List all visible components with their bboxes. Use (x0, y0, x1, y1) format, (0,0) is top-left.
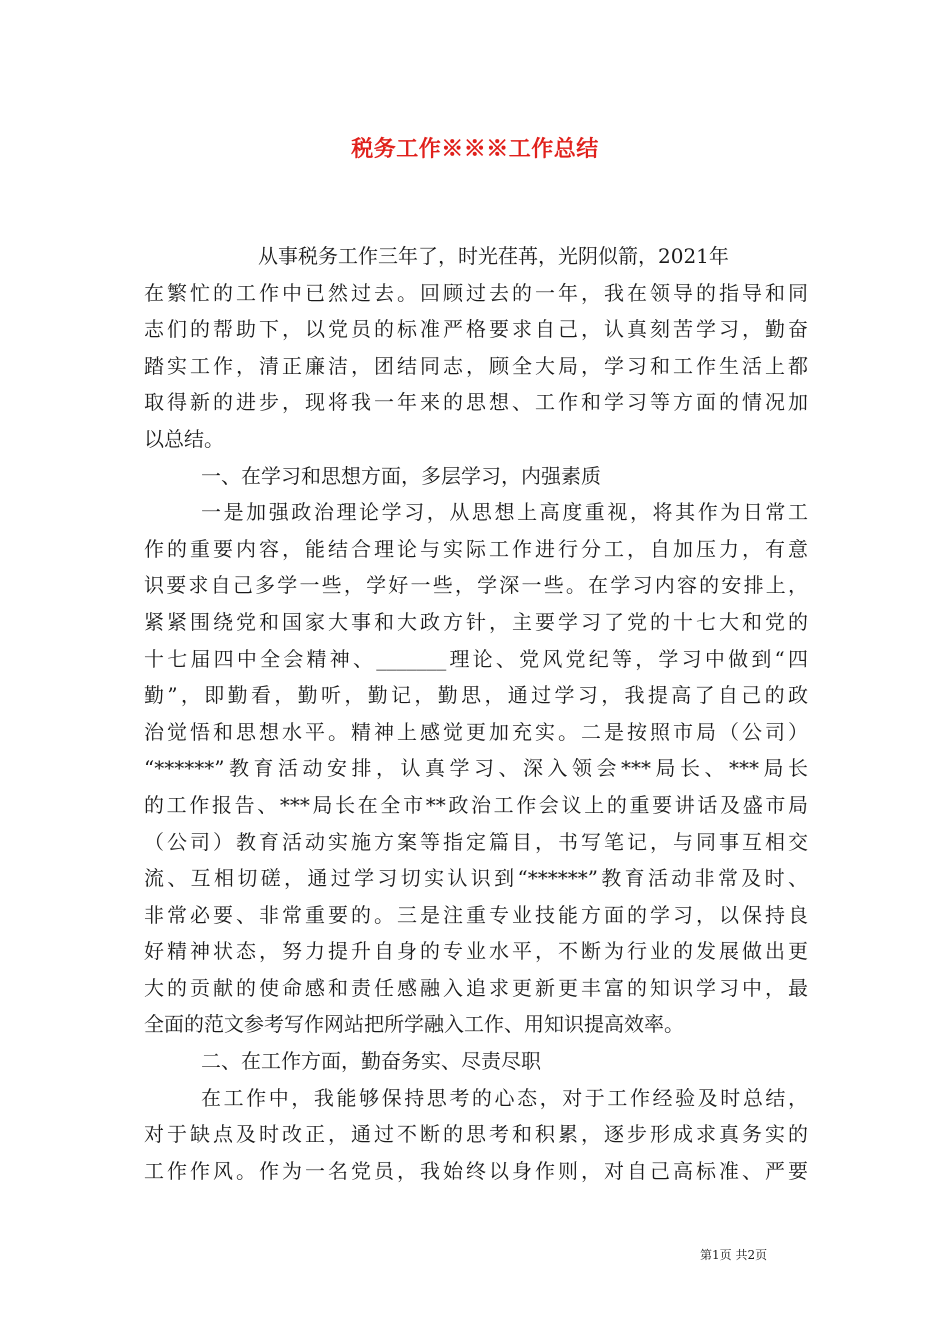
paragraph-line: 踏实工作，清正廉洁，团结同志，顾全大局，学习和工作生活上都 (144, 353, 808, 378)
paragraph-line: 十七届四中全会精神、_______理论、党风党纪等，学习中做到“四 (144, 646, 808, 671)
paragraph-line: 在繁忙的工作中已然过去。回顾过去的一年，我在领导的指导和同 (144, 280, 808, 305)
section-heading: 二、在工作方面，勤奋务实、尽责尽职 (201, 1049, 541, 1074)
paragraph-line: 取得新的进步，现将我一年来的思想、工作和学习等方面的情况加 (144, 390, 808, 415)
document-body (144, 238, 808, 1189)
paragraph-line: 紧紧围绕党和国家大事和大政方针，主要学习了党的十七大和党的 (144, 609, 808, 634)
paragraph-line: 志们的帮助下，以党员的标准严格要求自己，认真刻苦学习，勤奋 (144, 317, 808, 342)
paragraph-line: 大的贡献的使命感和责任感融入追求更新更丰富的知识学习中，最 (144, 975, 808, 1000)
paragraph-line: 对于缺点及时改正，通过不断的思考和积累，逐步形成求真务实的 (144, 1122, 808, 1147)
paragraph-line: 工作作风。作为一名党员，我始终以身作则，对自己高标准、严要 (144, 1158, 808, 1183)
paragraph-line: 从事税务工作三年了，时光荏苒，光阴似箭，2021年 (258, 244, 729, 268)
paragraph-line: 的工作报告、***局长在全市**政治工作会议上的重要讲话及盛市局 (144, 792, 808, 817)
paragraph-line: （公司）教育活动实施方案等指定篇目，书写笔记，与同事互相交 (144, 829, 808, 854)
paragraph-line: 非常必要、非常重要的。三是注重专业技能方面的学习，以保持良 (144, 902, 808, 927)
paragraph-line: 勤”，即勤看，勤听，勤记，勤思，通过学习，我提高了自己的政 (144, 683, 808, 708)
paragraph-line: 一是加强政治理论学习，从思想上高度重视，将其作为日常工 (201, 500, 808, 525)
paragraph-line: 作的重要内容，能结合理论与实际工作进行分工，自加压力，有意 (144, 536, 808, 561)
paragraph-line: 识要求自己多学一些，学好一些，学深一些。在学习内容的安排上， (144, 573, 808, 598)
paragraph-line: “******”教育活动安排，认真学习、深入领会***局长、***局长 (144, 756, 808, 781)
paragraph-line: 在工作中，我能够保持思考的心态，对于工作经验及时总结， (201, 1085, 808, 1110)
section-heading: 一、在学习和思想方面，多层学习，内强素质 (201, 463, 601, 488)
paragraph-line: 以总结。 (144, 426, 224, 451)
paragraph-line: 全面的范文参考写作网站把所学融入工作、用知识提高效率。 (144, 1012, 684, 1037)
document-title: 税务工作※※※工作总结 (351, 136, 599, 162)
paragraph-line: 治觉悟和思想水平。精神上感觉更加充实。二是按照市局（公司） (144, 719, 808, 744)
paragraph-line: 流、互相切磋，通过学习切实认识到“******”教育活动非常及时、 (144, 866, 808, 891)
page-number: 第1页 共2页 (700, 1248, 768, 1262)
paragraph-line: 好精神状态，努力提升自身的专业水平，不断为行业的发展做出更 (144, 939, 808, 964)
